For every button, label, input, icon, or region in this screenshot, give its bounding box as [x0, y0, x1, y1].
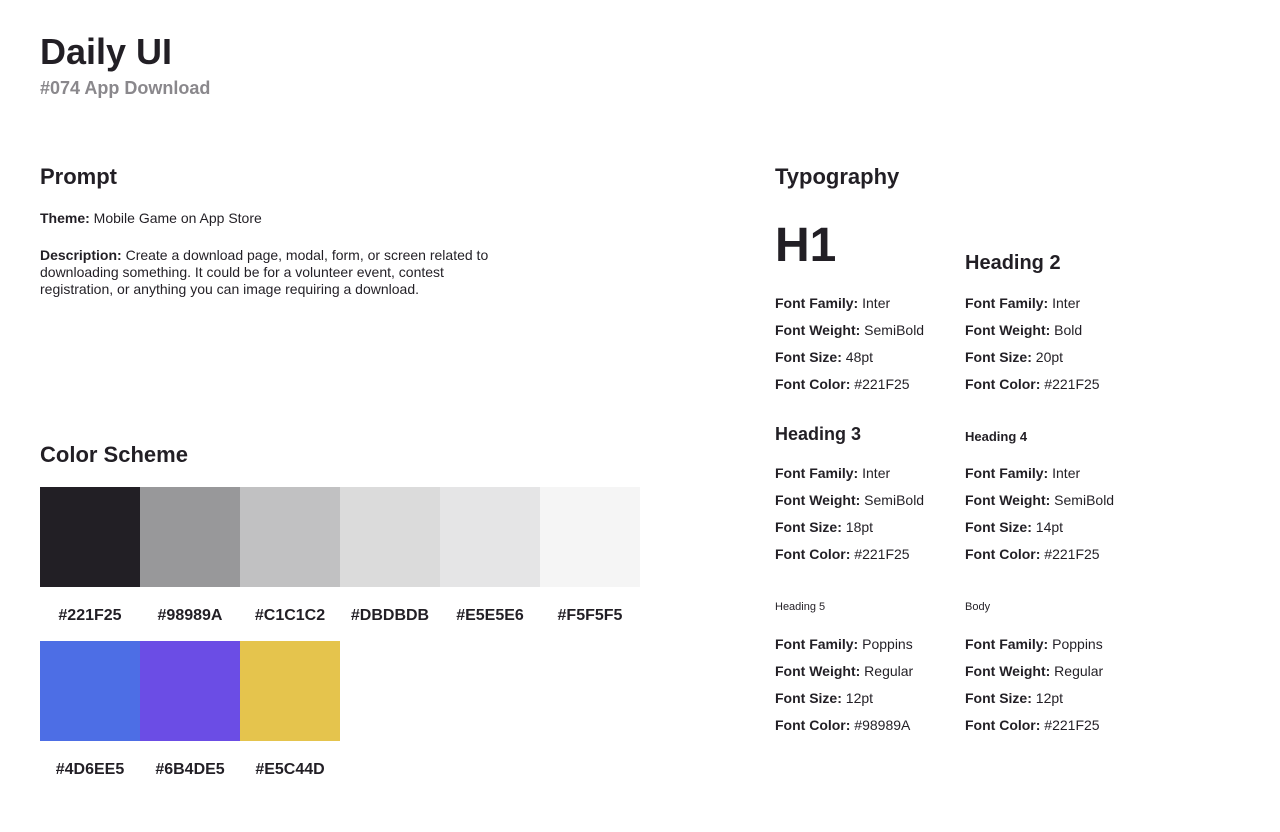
spec-label: Font Size:: [775, 519, 842, 535]
h2-sample: Heading 2: [965, 252, 1061, 274]
body-sample: Body: [965, 601, 991, 613]
spec-color: [775, 712, 913, 739]
spec-label: Font Family:: [775, 295, 859, 311]
swatch-block: [40, 487, 140, 587]
spec-family: [775, 631, 913, 658]
spec-size: [775, 514, 924, 541]
page-subtitle: #074 App Download: [40, 78, 211, 98]
spec-family: [775, 460, 924, 487]
spec-color: [775, 371, 924, 398]
spec-value: Inter: [858, 295, 891, 311]
spec-family: [775, 290, 924, 317]
spec-value: Inter: [1048, 465, 1081, 481]
h2-specs: [965, 290, 1100, 398]
swatch-block: [240, 641, 340, 741]
swatch-hex: #F5F5F5: [557, 607, 623, 624]
spec-color: [775, 541, 924, 568]
swatch-hex: #221F25: [58, 607, 122, 624]
spec-label: Font Weight:: [775, 322, 861, 338]
spec-value: 12pt: [841, 690, 874, 706]
h3-sample: Heading 3: [775, 424, 862, 444]
description-value: Create a download page, modal, form, or screen related to downloading something. It could be for a volunteer event, contest registration, or anything you can image requiring a download.: [40, 247, 489, 297]
spec-size: [965, 685, 1103, 712]
spec-value: #221F25: [1040, 717, 1100, 733]
spec-label: Font Size:: [775, 690, 842, 706]
spec-family: [965, 460, 1114, 487]
spec-size: [775, 685, 913, 712]
spec-weight: [775, 317, 924, 344]
swatch-hex: #6B4DE5: [155, 761, 225, 778]
color-swatch: [240, 641, 340, 779]
color-swatch: [140, 487, 240, 625]
spec-value: #98989A: [850, 717, 911, 733]
h5-specs: [775, 631, 913, 739]
spec-weight: [965, 658, 1103, 685]
swatch-hex: #4D6EE5: [55, 761, 125, 778]
spec-label: Font Color:: [965, 717, 1041, 733]
spec-size: [965, 514, 1114, 541]
spec-value: SemiBold: [860, 492, 925, 508]
swatch-hex: #E5E5E6: [456, 607, 524, 624]
spec-value: Inter: [858, 465, 891, 481]
spec-value: Inter: [1048, 295, 1081, 311]
swatch-hex: #DBDBDB: [350, 607, 430, 624]
swatch-block: [40, 641, 140, 741]
h3-specs: [775, 460, 924, 568]
description-label: Description:: [40, 247, 122, 263]
spec-value: 20pt: [1031, 349, 1064, 365]
spec-value: 12pt: [1031, 690, 1064, 706]
spec-value: Bold: [1050, 322, 1083, 338]
color-swatch: [340, 487, 440, 625]
spec-label: Font Color:: [965, 376, 1041, 392]
spec-value: SemiBold: [1050, 492, 1115, 508]
spec-weight: [775, 487, 924, 514]
spec-weight: [965, 317, 1100, 344]
spec-label: Font Size:: [965, 349, 1032, 365]
spec-value: Poppins: [1048, 636, 1103, 652]
spec-label: Font Family:: [965, 465, 1049, 481]
spec-label: Font Color:: [775, 717, 851, 733]
h4-specs: [965, 460, 1114, 568]
spec-value: 18pt: [841, 519, 874, 535]
swatch-block: [140, 641, 240, 741]
prompt-heading: Prompt: [40, 164, 117, 189]
color-swatch-row-1: [40, 487, 640, 625]
color-scheme-heading: Color Scheme: [40, 442, 188, 467]
spec-label: Font Weight:: [965, 663, 1051, 679]
spec-value: #221F25: [850, 376, 910, 392]
spec-value: Regular: [1050, 663, 1104, 679]
spec-label: Font Weight:: [965, 322, 1051, 338]
spec-color: [965, 371, 1100, 398]
spec-label: Font Color:: [965, 546, 1041, 562]
theme-label: Theme:: [40, 210, 90, 226]
spec-value: Poppins: [858, 636, 913, 652]
color-swatch-row-2: [40, 641, 340, 779]
h1-specs: [775, 290, 924, 398]
spec-label: Font Size:: [775, 349, 842, 365]
h5-sample: Heading 5: [775, 601, 826, 613]
color-swatch: [240, 487, 340, 625]
spec-color: [965, 541, 1114, 568]
spec-size: [965, 344, 1100, 371]
swatch-block: [440, 487, 540, 587]
theme-value: Mobile Game on App Store: [89, 210, 262, 226]
spec-label: Font Size:: [965, 519, 1032, 535]
swatch-block: [140, 487, 240, 587]
spec-value: #221F25: [1040, 546, 1100, 562]
prompt-theme: [40, 210, 510, 227]
h4-sample: Heading 4: [965, 429, 1028, 444]
swatch-block: [240, 487, 340, 587]
body-specs: [965, 631, 1103, 739]
swatch-hex: #E5C44D: [255, 761, 325, 778]
spec-weight: [965, 487, 1114, 514]
spec-label: Font Color:: [775, 376, 851, 392]
prompt-description: [40, 247, 505, 298]
spec-label: Font Size:: [965, 690, 1032, 706]
spec-weight: [775, 658, 913, 685]
spec-label: Font Color:: [775, 546, 851, 562]
spec-value: #221F25: [850, 546, 910, 562]
spec-label: Font Family:: [965, 295, 1049, 311]
spec-label: Font Weight:: [775, 663, 861, 679]
color-swatch: [40, 641, 140, 779]
spec-family: [965, 290, 1100, 317]
swatch-block: [340, 487, 440, 587]
color-swatch: [540, 487, 640, 625]
spec-size: [775, 344, 924, 371]
h1-sample: H1: [775, 219, 837, 272]
spec-family: [965, 631, 1103, 658]
spec-value: 48pt: [841, 349, 874, 365]
spec-color: [965, 712, 1103, 739]
color-swatch: [440, 487, 540, 625]
page-title: Daily UI: [40, 31, 173, 72]
spec-label: Font Weight:: [965, 492, 1051, 508]
spec-value: 14pt: [1031, 519, 1064, 535]
color-swatch: [40, 487, 140, 625]
spec-label: Font Family:: [775, 465, 859, 481]
swatch-hex: #98989A: [157, 607, 223, 624]
color-swatch: [140, 641, 240, 779]
spec-label: Font Weight:: [775, 492, 861, 508]
spec-label: Font Family:: [775, 636, 859, 652]
swatch-block: [540, 487, 640, 587]
spec-label: Font Family:: [965, 636, 1049, 652]
spec-value: SemiBold: [860, 322, 925, 338]
typography-heading: Typography: [775, 164, 900, 189]
spec-value: Regular: [860, 663, 914, 679]
spec-value: #221F25: [1040, 376, 1100, 392]
swatch-hex: #C1C1C2: [254, 607, 326, 624]
